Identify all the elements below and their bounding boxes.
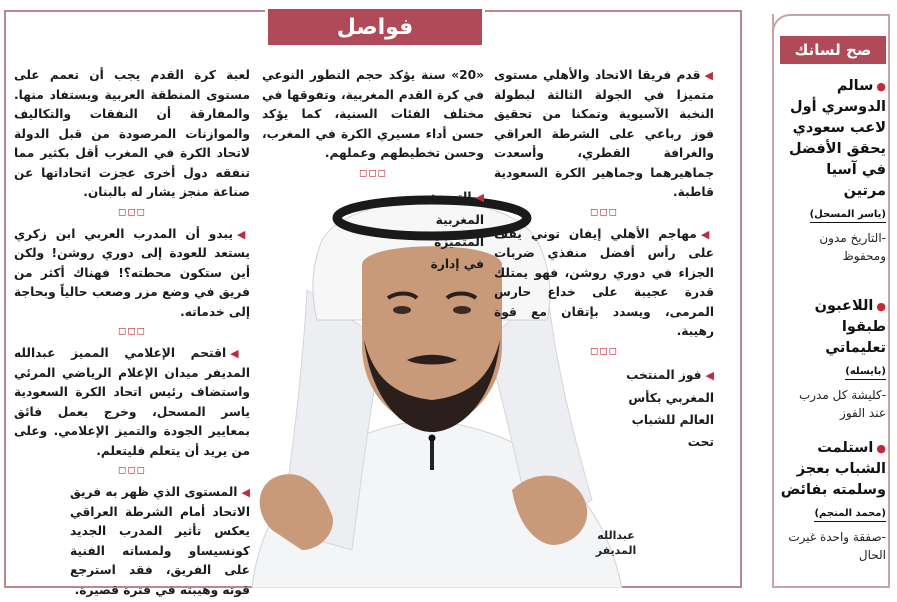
quote-headline [780,76,886,202]
paragraph-text: فوز المنتخب المغربي بكأس العالم للشباب تحت [626,367,714,449]
paragraph-text: يبدو أن المدرب العربي ابن زكري يستعد للعودة إلى دوري روشن! ولكن أين ستكون محطته؟! فهناك أكثر من فريق في وضع مزر وصعب حالياً وبحاجة إلى خدماته. [14,226,250,319]
paragraph [14,66,250,203]
paragraph-text: مهاجم الأهلي إيفان توني يقف على رأس أفضل منفذي ضربات الجزاء في دوري روشن، فهو يمتلك قدرة عجيبة على خداع حارس المرمى، ويسدد بإتقان مع قوة رهيبة. [494,226,714,338]
paragraph [262,66,484,164]
sidebar-quote-item [780,296,886,422]
article-column-right [494,66,714,455]
separator: ◻◻◻ [359,167,387,179]
caption-line-1: عبدالله [597,529,635,542]
quote-headline-text: اللاعبون طبقوا تعليماتي [814,298,886,356]
paragraph-text: «20» سنة يؤكد حجم التطور النوعي في كرة القدم المغربية، وتفوقها في مختلف الفئات السنية، كما يؤكد حسن أداء مسيري الكرة في المغرب، وحسن تخطيطهم وعملهم. [262,68,484,160]
sidebar-quote-item [780,76,886,265]
article-title: فواصل [268,9,482,45]
left-triangle-icon: ◀ [705,368,714,382]
article-column-left [14,66,250,602]
quote-comment: -التاريخ مدون ومحفوظ [819,231,886,263]
photo-caption [586,528,646,558]
paragraph [614,364,714,453]
quote-headline [780,438,886,501]
left-triangle-icon: ◀ [700,227,714,241]
paragraph-text: التجربة المغربية المتميزة في إدارة [429,189,484,271]
article-column-middle [262,66,484,277]
left-triangle-icon: ◀ [236,227,250,241]
paragraph [70,483,250,600]
paragraph-text: لعبة كرة القدم يجب أن تعمم على مستوى المنطقة العربية ويستفاد منها. والمفارقة أن النفقات والتكاليف والموازنات المرصودة من قبل الدولة لاتحاد الكرة في المغرب أقل بكثير مما تنفقه دول أخرى عجزت اتحاداتها عن صناعة منجز يشار له بالبنان. [14,68,250,199]
paragraph [494,66,714,203]
separator: ◻◻◻ [118,465,146,476]
left-triangle-icon: ◀ [704,69,715,82]
separator: ◻◻◻ [118,326,146,337]
quote-comment: -صفقة واحدة غيرت الحال [788,530,886,562]
caption-line-2: المديفر [595,544,637,557]
paragraph [494,225,714,342]
paragraph-text: المستوى الذي ظهر به فريق الاتحاد أمام الشرطة العراقي يعكس تأثير المدرب الجديد كونسيساو ولمساته الفنية على الفريق، فقد استرجع قوته وهيبته في فترة قصيرة. [70,485,250,597]
quote-author: (ياسر المسحل) [810,208,886,223]
separator: ◻◻◻ [118,206,146,218]
sidebar-title: صح لسانك [780,36,886,64]
dot-icon: ● [876,300,886,313]
paragraph [414,186,484,275]
separator: ◻◻◻ [590,206,618,218]
paragraph-text: اقتحم الإعلامي المميز عبدالله المديفر ميدان الإعلام الرياضي المرئي واستضاف رئيس اتحاد الكرة السعودية ياسر المسحل، وخرج بعمل فائق بمعايير الجودة والتميز الإعلامي. وعلى من يريد أن يتعلم فليتعلم. [14,346,250,458]
quote-author: (بايسله) [845,365,886,380]
left-triangle-icon: ◀ [475,190,484,204]
paragraph [14,225,250,323]
quote-headline [780,296,886,359]
dot-icon: ● [876,442,886,455]
quote-comment: -كليشة كل مدرب عند الفوز [798,388,886,420]
sidebar-quote-item [780,438,886,564]
paragraph [14,344,250,461]
left-triangle-icon: ◀ [230,347,250,360]
paragraph-text: قدم فريقا الاتحاد والأهلي مستوى متميزا في الجولة الثالثة لبطولة النخبة الآسيوية وتمكنا من تحقيق فوز رباعي على الشرطة العراقي والغرافة القطري، وأسعدت جماهيرهما وجماهير الكرة السعودية قاطبة. [494,68,714,199]
left-triangle-icon: ◀ [241,486,251,499]
quote-headline-text: سالم الدوسري أول لاعب سعودي يحقق الأفضل في آسيا مرتين [789,78,886,199]
dot-icon: ● [876,80,886,93]
separator: ◻◻◻ [590,345,618,357]
quote-headline-text: استلمت الشباب بعجز وسلمته بفائض [780,440,886,498]
quote-author: (محمد المنجم) [814,507,886,522]
